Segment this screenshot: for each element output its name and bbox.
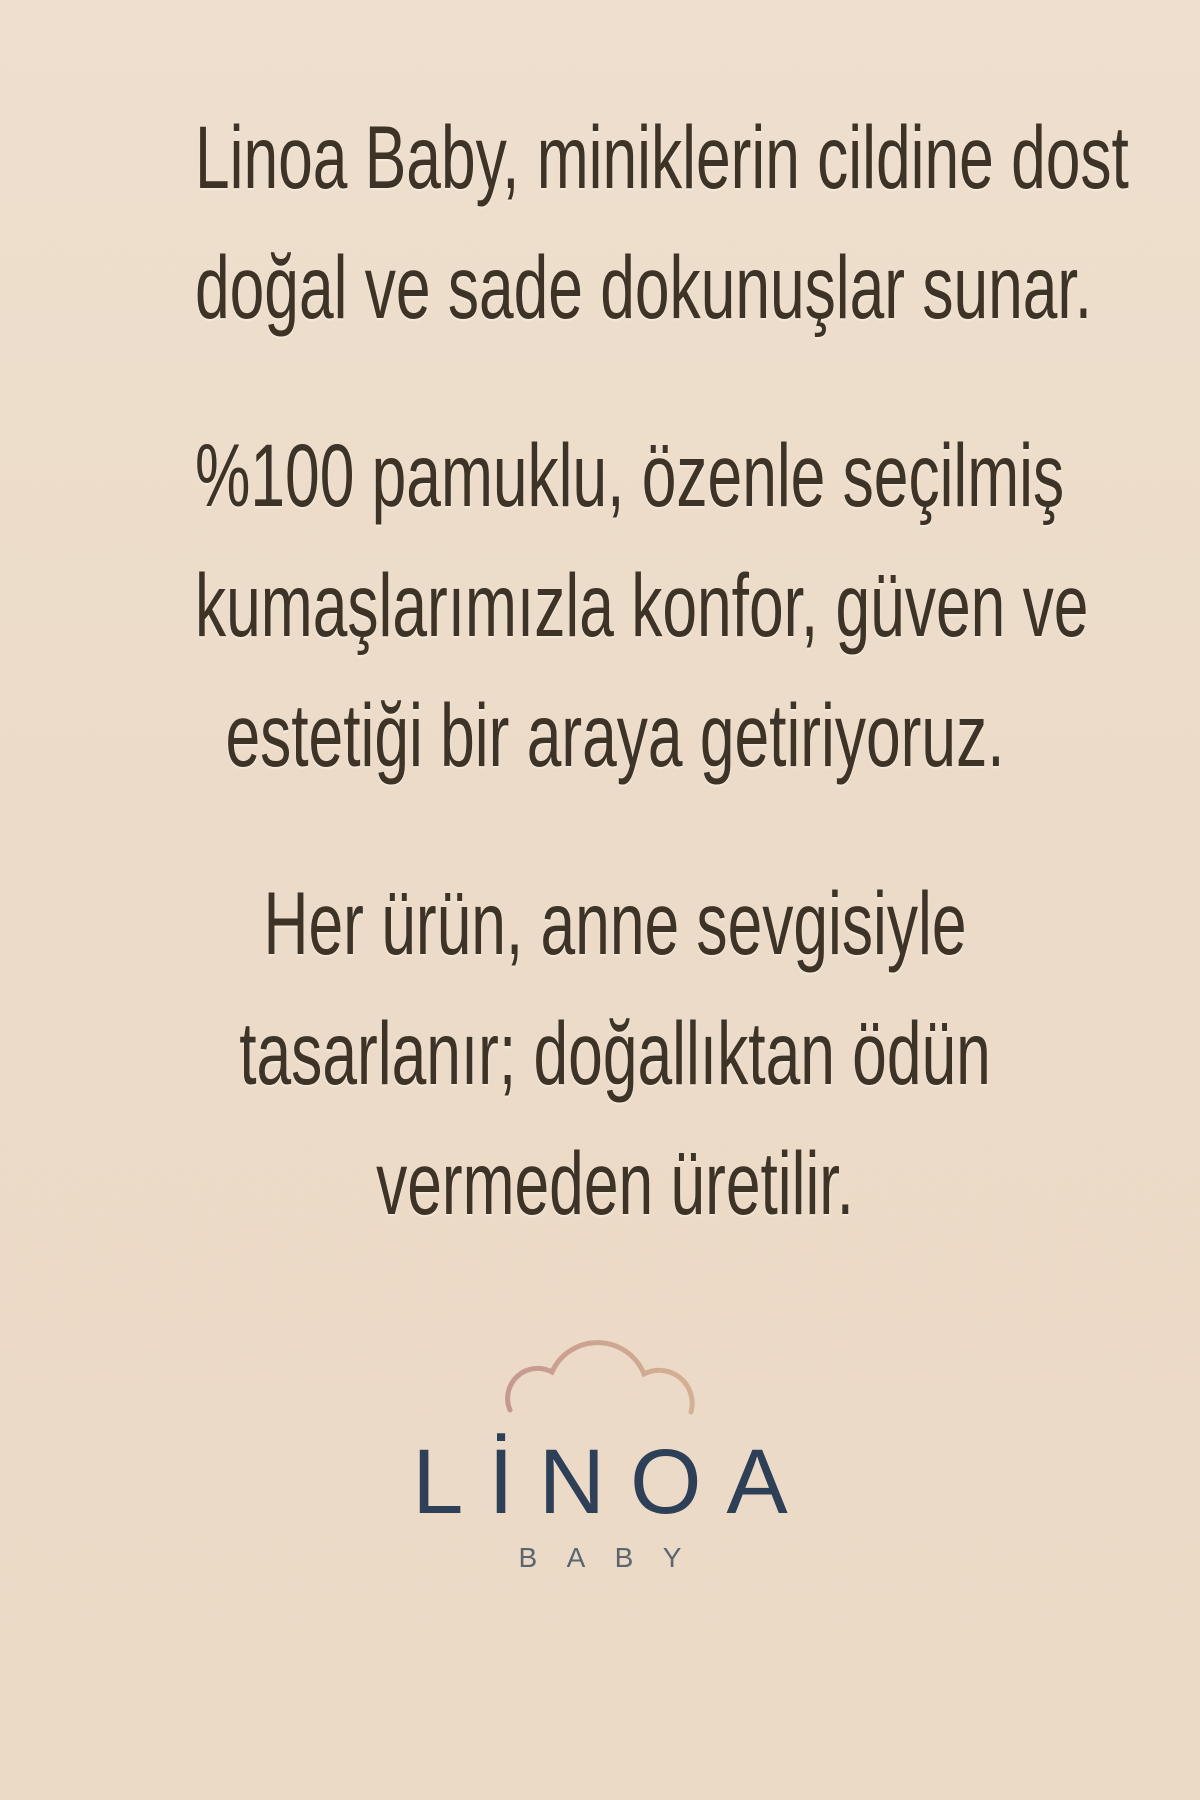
body-line: doğal ve sade dokunuşlar sunar. xyxy=(195,237,1093,337)
body-paragraph-2 xyxy=(15,410,1200,800)
body-line: kumaşlarımızla konfor, güven ve xyxy=(195,555,1089,655)
body-line: Her ürün, anne sevgisiyle xyxy=(263,873,967,973)
body-paragraph-3 xyxy=(15,858,1200,1248)
body-line: %100 pamuklu, özenle seçilmiş xyxy=(195,425,1065,525)
body-line: tasarlanır; doğallıktan ödün xyxy=(239,1003,991,1103)
body-paragraph-1 xyxy=(15,92,1200,352)
brand-subtitle: BABY xyxy=(518,1542,711,1573)
brand-wordmark: LİNOA xyxy=(412,1431,813,1533)
body-line: Linoa Baby, miniklerin cildine dost xyxy=(195,107,1129,207)
body-line: vermeden üretilir. xyxy=(376,1133,854,1233)
cloud-outline-icon xyxy=(504,1338,696,1416)
body-text xyxy=(15,0,1200,1248)
brand-logo xyxy=(0,1338,1200,1572)
body-line: estetiği bir araya getiriyoruz. xyxy=(225,685,1005,785)
